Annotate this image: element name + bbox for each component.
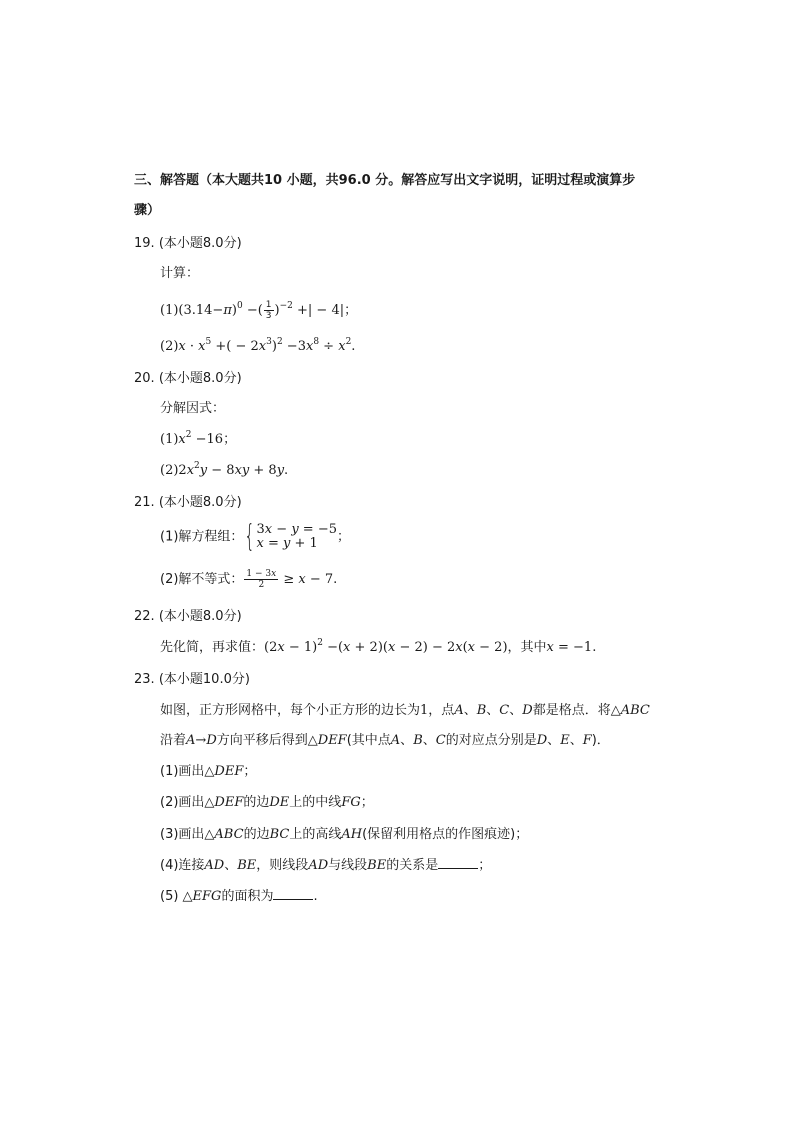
question-number: 22. [134,609,155,624]
q23-line1: 如图，正方形网格中，每个小正方形的边长为1，点A、B、C、D都是格点．将△ABC [160,703,650,718]
question-22-header [134,607,242,627]
equation-system [257,523,337,551]
question-points: (本小题10.0分) [158,672,250,687]
q23-line2: 沿着A→D方向平移后得到△DEF(其中点A、B、C的对应点分别是D、E、F)． [160,733,610,748]
q23-part5-end: . [313,889,318,904]
question-21-header [134,493,242,513]
q23-part5: (5) △EFG的面积为 . [160,889,318,904]
question-points: (本小题8.0分) [158,236,242,251]
q20-part1: $(1)x^2 -16$； [160,430,237,447]
question-number: 19. [134,236,155,251]
section-heading: 三、解答题（本大题共10 小题，共96.0 分。解答应写出文字说明，证明过程或演算步 [134,173,636,188]
q19-part2: $(2)x \cdot x^5$ +( − $2x^3)^2 -3x^8 \div x^2$. [160,337,356,354]
q23-part4-end: ； [478,858,492,873]
question-23-header [134,670,250,690]
q23-part3: (3)画出△ABC的边BC上的高线AH(保留利用格点的作图痕迹)； [160,827,529,842]
question-19-header [134,234,242,254]
q23-part4: (4)连接AD、BE，则线段AD与线段BE的关系是 ； [160,858,492,873]
q19-instruction: 计算： [160,266,200,281]
q23-part2: (2)画出△DEF的边DE上的中线FG； [160,795,374,810]
question-number: 23. [134,672,155,687]
q19-part1: $(1)(3.14-\pi)^0$ −( $\frac{1}{3}$ )$^{-2}$ +| − 4|； [160,300,358,321]
equation-1: 3x − y = −5 [256,522,337,537]
q21-part1: (1)解方程组：{ 3x − y = −5 x = y + 1 ； [160,519,351,554]
q22-text: 先化简，再求值：$(2x - 1)^2 -(x + 2)(x - 2) - 2x(x - 2)$，其中x = −1. [160,638,597,655]
q20-instruction: 分解因式： [160,401,226,416]
q21-part1-label: (1)解方程组： [160,529,244,545]
answer-blank[interactable] [273,887,313,900]
q20-part2: $(2)2x^2y - 8xy + 8y$. [160,461,289,478]
q21-part1-end: ； [337,529,351,545]
question-number: 20. [134,371,155,386]
answer-blank[interactable] [438,856,478,869]
question-points: (本小题8.0分) [158,609,242,624]
section-heading-cont: 骤） [134,203,161,218]
question-points: (本小题8.0分) [158,495,242,510]
question-points: (本小题8.0分) [158,371,242,386]
fraction: $\frac{1 - 3x}{2}$ [246,569,277,590]
question-number: 21. [134,495,155,510]
equation-2: x = y + 1 [256,536,318,551]
question-20-header [134,369,242,389]
q21-part2: (2)解不等式： $\frac{1 - 3x}{2}$ ≥ x − 7. [160,569,338,590]
q21-part2-label: (2)解不等式： [160,572,244,587]
q23-part1: (1)画出△DEF； [160,764,257,779]
